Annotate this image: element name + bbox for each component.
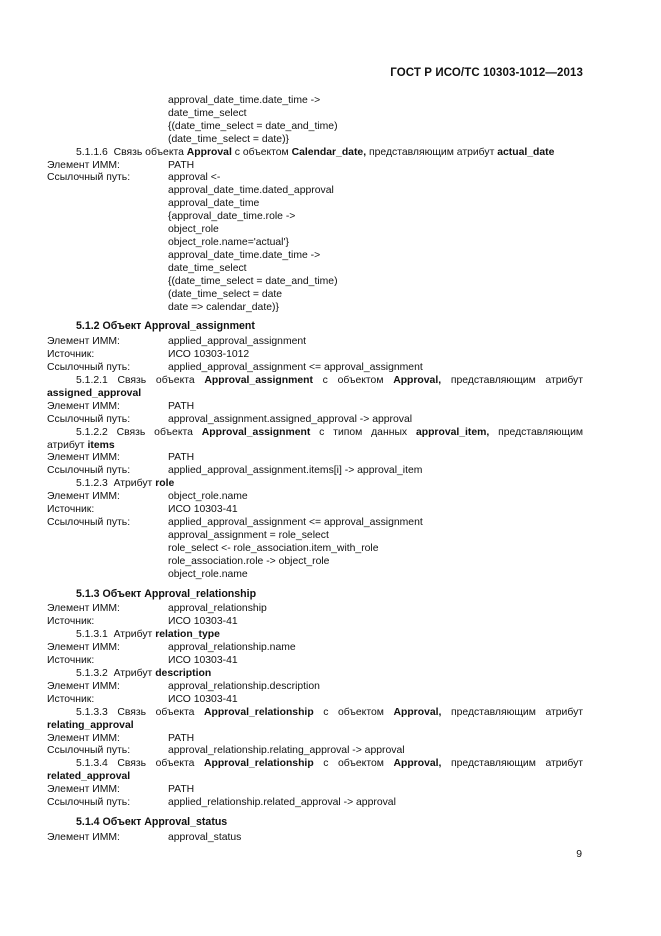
section-5-1-4-title: 5.1.4 Объект Approval_status xyxy=(76,815,228,828)
clause-5-1-2-2-heading-cont: атрибут items xyxy=(47,439,115,451)
imm-row: Элемент ИММ: approval_relationship xyxy=(47,603,267,615)
document-body xyxy=(47,95,583,845)
path-row: Ссылочный путь: applied_approval_assignment <= approval_assignment xyxy=(47,517,423,528)
path-row: Ссылочный путь: applied_approval_assignment <= approval_assignment xyxy=(47,362,423,374)
imm-row: Элемент ИММ: PATH xyxy=(47,732,195,744)
path-row: Ссылочный путь: applied_approval_assignment.items[i] -> approval_item xyxy=(47,465,423,477)
source-row: Источник: ИСО 10303-41 xyxy=(47,616,238,628)
imm-row: Элемент ИММ: applied_approval_assignment xyxy=(47,336,307,348)
source-row: Источник: ИСО 10303-41 xyxy=(47,693,238,705)
section-5-1-3-title: 5.1.3 Объект Approval_relationship xyxy=(76,587,257,600)
clause-5-1-2-2-heading: 5.1.2.2 Связь объекта Approval_assignment с типом данных approval_item, представляющим xyxy=(76,426,584,438)
clause-5-1-3-2-heading: 5.1.3.2 Атрибут description xyxy=(76,667,212,679)
section-5-1-2-title: 5.1.2 Объект Approval_assignment xyxy=(76,320,255,333)
imm-row: Элемент ИММ: PATH xyxy=(47,784,195,796)
path-line: date => calendar_date)} xyxy=(168,301,279,313)
clause-5-1-3-4-heading: 5.1.3.4 Связь объекта Approval_relationship с объектом Approval, представляющим атрибут xyxy=(76,758,584,770)
path-line: object_role.name xyxy=(168,568,248,580)
path-row: Ссылочный путь: approval_assignment.assigned_approval -> approval xyxy=(47,413,413,425)
path-line: approval_date_time.date_time -> xyxy=(168,95,321,106)
source-row: Источник: ИСО 10303-41 xyxy=(47,655,238,667)
path-line: {(date_time_select = date_and_time) xyxy=(168,120,338,132)
path-line: {approval_date_time.role -> xyxy=(168,211,296,223)
path-line: (date_time_select = date xyxy=(168,288,283,300)
imm-row: Элемент ИММ: PATH xyxy=(47,400,195,412)
path-line: {(date_time_select = date_and_time) xyxy=(168,275,338,287)
document-header: ГОСТ Р ИСО/ТС 10303-1012—2013 xyxy=(390,67,583,79)
clause-5-1-3-3-heading-cont: relating_approval xyxy=(47,719,134,731)
clause-5-1-2-3-heading: 5.1.2.3 Атрибут role xyxy=(76,478,175,490)
clause-5-1-3-1-heading: 5.1.3.1 Атрибут relation_type xyxy=(76,629,220,641)
path-line: date_time_select xyxy=(168,107,247,119)
source-row: Источник: ИСО 10303-1012 xyxy=(47,349,250,361)
path-row: Ссылочный путь: applied_relationship.related_approval -> approval xyxy=(47,797,396,809)
clause-5-1-1-6-heading: 5.1.1.6 Связь объекта Approval с объектом Calendar_date, представляющим атрибут actual_date xyxy=(76,146,555,158)
clause-5-1-2-1-heading: 5.1.2.1 Связь объекта Approval_assignment с объектом Approval, представляющим атрибут xyxy=(76,375,584,387)
path-line: approval_date_time.date_time -> xyxy=(168,249,321,261)
path-line: approval_assignment = role_select xyxy=(168,529,329,541)
imm-row: Элемент ИММ: PATH xyxy=(47,452,195,464)
source-row: Источник: ИСО 10303-41 xyxy=(47,504,238,516)
path-line: date_time_select xyxy=(168,262,247,274)
path-line: approval_date_time.dated_approval xyxy=(168,185,334,197)
path-line: object_role.name='actual'} xyxy=(168,236,289,248)
clause-5-1-3-3-heading: 5.1.3.3 Связь объекта Approval_relationship с объектом Approval, представляющим атрибут xyxy=(76,706,584,718)
path-row: Ссылочный путь: approval <- xyxy=(47,172,221,184)
clause-5-1-3-4-heading-cont: related_approval xyxy=(47,771,131,783)
path-line: role_association.role -> object_role xyxy=(168,555,330,567)
imm-row: Элемент ИММ: object_role.name xyxy=(47,491,248,503)
path-row: Ссылочный путь: approval_relationship.relating_approval -> approval xyxy=(47,745,405,757)
imm-row: Элемент ИММ: approval_relationship.name xyxy=(47,642,296,654)
clause-5-1-2-1-heading-cont: assigned_approval xyxy=(47,387,142,399)
path-line: object_role xyxy=(168,224,219,236)
path-line: role_select <- role_association.item_with_role xyxy=(168,542,379,554)
path-line: approval_date_time xyxy=(168,198,260,210)
page-number: 9 xyxy=(576,849,582,860)
imm-row: Элемент ИММ: approval_relationship.description xyxy=(47,680,320,692)
imm-row: Элемент ИММ: approval_status xyxy=(47,831,242,843)
path-line: (date_time_select = date)} xyxy=(168,133,290,145)
imm-row: Элемент ИММ: PATH xyxy=(47,159,195,171)
